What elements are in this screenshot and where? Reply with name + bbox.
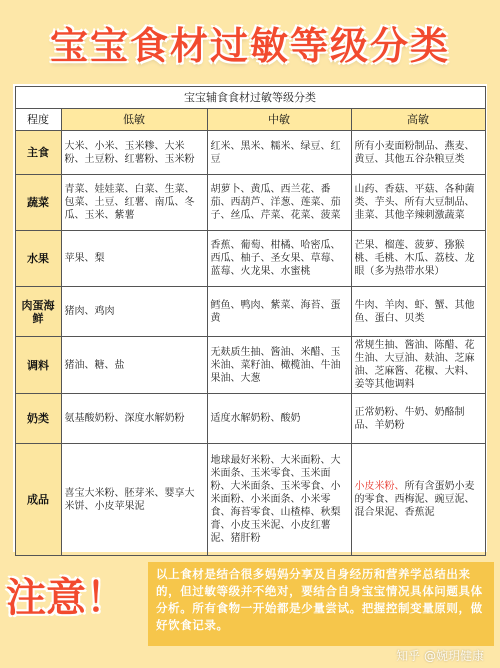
low-cell: 大米、小米、玉米糁、大米粉、土豆粉、红薯粉、玉米粉 — [61, 131, 207, 175]
table-row — [15, 231, 485, 287]
allergy-table-card — [13, 84, 487, 552]
note-text: 以上食材是结合很多妈妈分享及自身经历和营养学总结出来的，但过敏等级并不绝对，要结合自身宝宝情况具体问题具体分析。所有食物一开始都是少量尝试。把握控制变量原则，做好饮食记录。 — [156, 567, 483, 632]
table-row — [15, 287, 485, 337]
note-panel — [148, 562, 494, 646]
mid-cell: 红米、黑米、糯米、绿豆、红豆 — [207, 131, 351, 175]
table-caption-row — [15, 87, 485, 109]
page-title: 宝宝食材过敏等级分类 — [49, 23, 450, 68]
low-cell: 氨基酸奶粉、深度水解奶粉 — [61, 394, 207, 444]
table-row — [15, 175, 485, 231]
category-cell: 成品 — [15, 444, 61, 556]
table-row — [15, 337, 485, 394]
header-low: 低敏 — [61, 109, 207, 131]
category-cell: 水果 — [15, 231, 61, 287]
mid-cell: 地球最好米粉、大米面粉、大米面条、玉米零食、玉米面粉、大米面条、玉米零食、小米面粉、小米面条、小米零食、海苔零食、山楂棒、秋梨膏、小皮玉米泥、小皮红薯泥、猪肝粉 — [207, 444, 351, 556]
high-cell-text: 所有含蛋奶小麦的零食、西梅泥、豌豆泥、混合果泥、香蕉泥 — [354, 481, 475, 518]
low-cell: 喜宝大米粉、胚芽米、婴享大米饼、小皮苹果泥 — [61, 444, 207, 556]
mid-cell: 适度水解奶粉、酸奶 — [207, 394, 351, 444]
mid-cell: 胡萝卜、黄瓜、西兰花、番茄、西葫芦、洋葱、莲菜、茄子、丝瓜、芹菜、花菜、菠菜 — [207, 175, 351, 231]
mid-cell: 香蕉、葡萄、柑橘、哈密瓜、西瓜、柚子、圣女果、草莓、蓝莓、火龙果、水蜜桃 — [207, 231, 351, 287]
header-mid: 中敏 — [207, 109, 351, 131]
low-cell: 猪肉、鸡肉 — [61, 287, 207, 337]
high-cell: 芒果、榴莲、菠萝、猕猴桃、毛桃、木瓜、荔枝、龙眼（多为热带水果） — [351, 231, 485, 287]
table-row — [15, 444, 485, 556]
low-cell: 猪油、糖、盐 — [61, 337, 207, 394]
high-cell: 所有小麦面粉制品、燕麦、黄豆、其他五谷杂粮豆类 — [351, 131, 485, 175]
low-cell: 青菜、娃娃菜、白菜、生菜、包菜、土豆、红薯、南瓜、冬瓜、玉米、紫薯 — [61, 175, 207, 231]
high-cell: 常规生抽、酱油、陈醋、花生油、大豆油、麸油、芝麻油、芝麻酱、花椒、大料、姜等其他调料 — [351, 337, 485, 394]
category-cell: 调料 — [15, 337, 61, 394]
high-cell: 正常奶粉、牛奶、奶酪制品、羊奶粉 — [351, 394, 485, 444]
category-cell: 主食 — [15, 131, 61, 175]
header-high: 高敏 — [351, 109, 485, 131]
category-cell: 奶类 — [15, 394, 61, 444]
watermark: 知乎 @婉玥健康 — [396, 649, 484, 663]
high-cell: 牛肉、羊肉、虾、蟹、其他鱼、蛋白、贝类 — [351, 287, 485, 337]
category-cell: 蔬菜 — [15, 175, 61, 231]
high-cell: 山药、香菇、平菇、各种菌类、芋头、所有大豆制品、韭菜、其他辛辣刺激蔬菜 — [351, 175, 485, 231]
allergy-table — [15, 86, 486, 556]
high-cell — [351, 444, 485, 556]
mid-cell: 无麸质生抽、酱油、米醋、玉米油、菜籽油、橄榄油、牛油果油、大葱 — [207, 337, 351, 394]
table-row — [15, 131, 485, 175]
table-header-row — [15, 109, 485, 131]
table-row — [15, 394, 485, 444]
mid-cell: 鳕鱼、鸭肉、紫菜、海苔、蛋黄 — [207, 287, 351, 337]
note-label: 注意！ — [6, 575, 126, 621]
header-level: 程度 — [15, 109, 61, 131]
note-section — [0, 556, 500, 668]
category-cell: 肉蛋海鲜 — [15, 287, 61, 337]
title-banner — [0, 0, 500, 84]
highlighted-item: 小皮米粉、 — [354, 481, 405, 492]
low-cell: 苹果、梨 — [61, 231, 207, 287]
table-caption: 宝宝辅食食材过敏等级分类 — [15, 87, 485, 109]
